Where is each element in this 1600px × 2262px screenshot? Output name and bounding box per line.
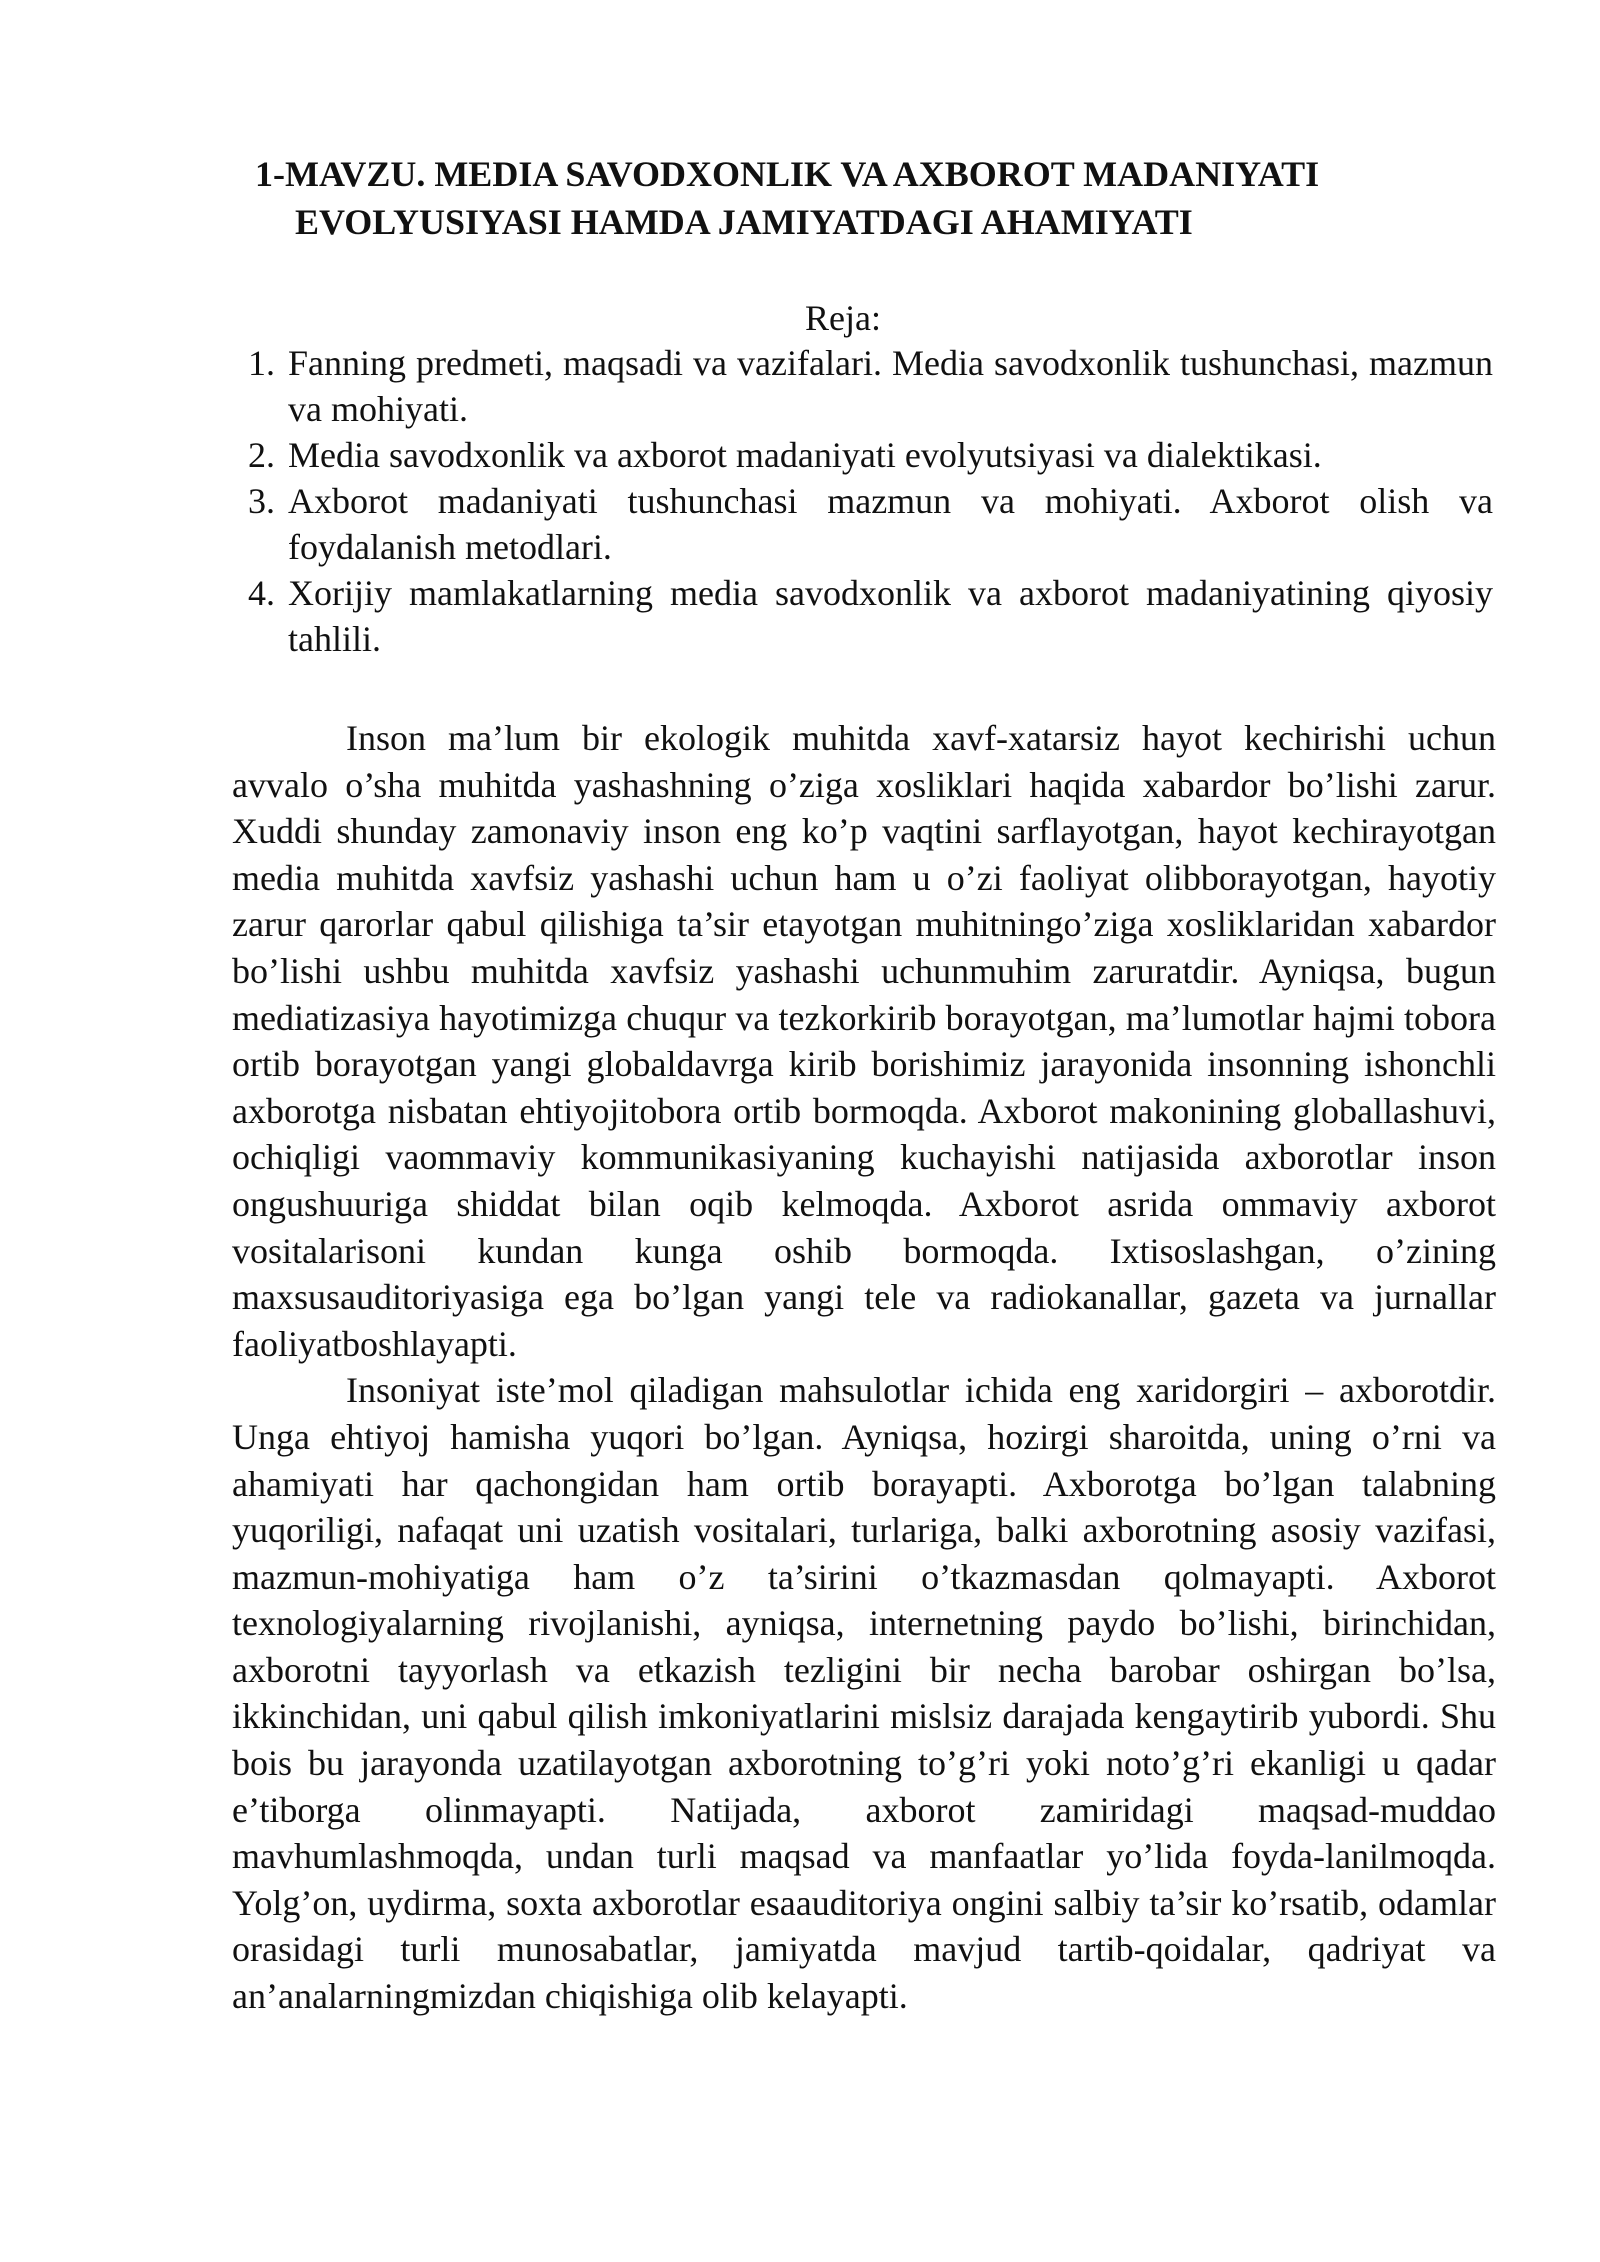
plan-list xyxy=(238,340,1493,662)
plan-item xyxy=(238,478,1493,570)
plan-item-number: 4. xyxy=(248,573,275,613)
body-paragraph: Inson ma’lum bir ekologik muhitda xavf-xatarsiz hayot kechirishi uchun avvalo o’sha muhitda yashashning o’ziga xosliklari haqida xabardor bo’lishi zarur. Xuddi shunday zamonaviy inson eng ko’p vaqtini sarflayotgan, hayot kechirayotgan media muhitda xavfsiz yashashi uchun ham u o’zi faoliyat olibborayotgan, hayotiy zarur qarorlar qabul qilishiga ta’sir etayotgan muhitningo’ziga xosliklaridan xabardor bo’lishi ushbu muhitda xavfsiz yashashi uchunmuhim zaruratdir. Ayniqsa, bugun mediatizasiya hayotimizga chuqur va tezkorkirib borayotgan, ma’lumotlar hajmi tobora ortib borayotgan yangi globaldavrga kirib borishimiz jarayonida insonning ishonchli axborotga nisbatan ehtiyojitobora ortib bormoqda. Axborot makonining globallashuvi, ochiqligi vaommaviy kommunikasiyaning kuchayishi natijasida axborotlar inson ongushuuriga shiddat bilan oqib kelmoqda. Axborot asrida ommaviy axborot vositalarisoni kundan kunga oshib bormoqda. Ixtisoslashgan, o’zining maxsusauditoriyasiga ega bo’lgan yangi tele va radiokanallar, gazeta va jurnallar faoliyatboshlayapti. xyxy=(232,718,1496,1364)
body-text xyxy=(232,715,1496,2020)
plan-item-text: Xorijiy mamlakatlarning media savodxonlik va axborot madaniyatining qiyosiy tahlili. xyxy=(288,573,1493,659)
plan-heading: Reja: xyxy=(805,298,881,338)
plan-item-number: 1. xyxy=(248,343,275,383)
plan-item-number: 2. xyxy=(248,435,275,475)
plan-item-text: Axborot madaniyati tushunchasi mazmun va mohiyati. Axborot olish va foydalanish metodlari. xyxy=(288,481,1493,567)
plan-item xyxy=(238,570,1493,662)
title-line-1: 1-MAVZU. MEDIA SAVODXONLIK VA AXBOROT MADANIYATI xyxy=(255,154,1320,194)
plan-item-text: Fanning predmeti, maqsadi va vazifalari. Media savodxonlik tushunchasi, mazmun va mohiyati. xyxy=(288,343,1493,429)
title-line-2: EVOLYUSIYASI HAMDA JAMIYATDAGI AHAMIYATI xyxy=(295,202,1193,242)
body-paragraph: Insoniyat iste’mol qiladigan mahsulotlar ichida eng xaridorgiri – axborotdir. Unga ehtiyoj hamisha yuqori bo’lgan. Ayniqsa, hozirgi sharoitda, uning o’rni va ahamiyati har qachongidan ham ortib borayapti. Axborotga bo’lgan talabning yuqoriligi, nafaqat uni uzatish vositalari, turlariga, balki axborotning asosiy vazifasi, mazmun-mohiyatiga ham o’z ta’sirini o’tkazmasdan qolmayapti. Axborot texnologiyalarning rivojlanishi, ayniqsa, internetning paydo bo’lishi, birinchidan, axborotni tayyorlash va etkazish tezligini bir necha barobar oshirgan bo’lsa, ikkinchidan, uni qabul qilish imkoniyatlarini mislsiz darajada kengaytirib yubordi. Shu bois bu jarayonda uzatilayotgan axborotning to’g’ri yoki noto’g’ri ekanligi u qadar e’tiborga olinmayapti. Natijada, axborot zamiridagi maqsad-muddao mavhumlashmoqda, undan turli maqsad va manfaatlar yo’lida foyda-lanilmoqda. Yolg’on, uydirma, soxta axborotlar esaauditoriya ongini salbiy ta’sir ko’rsatib, odamlar orasidagi turli munosabatlar, jamiyatda mavjud tartib-qoidalar, qadriyat va an’analarningmizdan chiqishiga olib kelayapti. xyxy=(232,1370,1496,2017)
plan-item xyxy=(238,340,1493,432)
page-title xyxy=(255,150,1505,246)
plan-item-number: 3. xyxy=(248,481,275,521)
plan-item-text: Media savodxonlik va axborot madaniyati evolyutsiyasi va dialektikasi. xyxy=(288,435,1322,475)
plan-item xyxy=(238,432,1493,478)
